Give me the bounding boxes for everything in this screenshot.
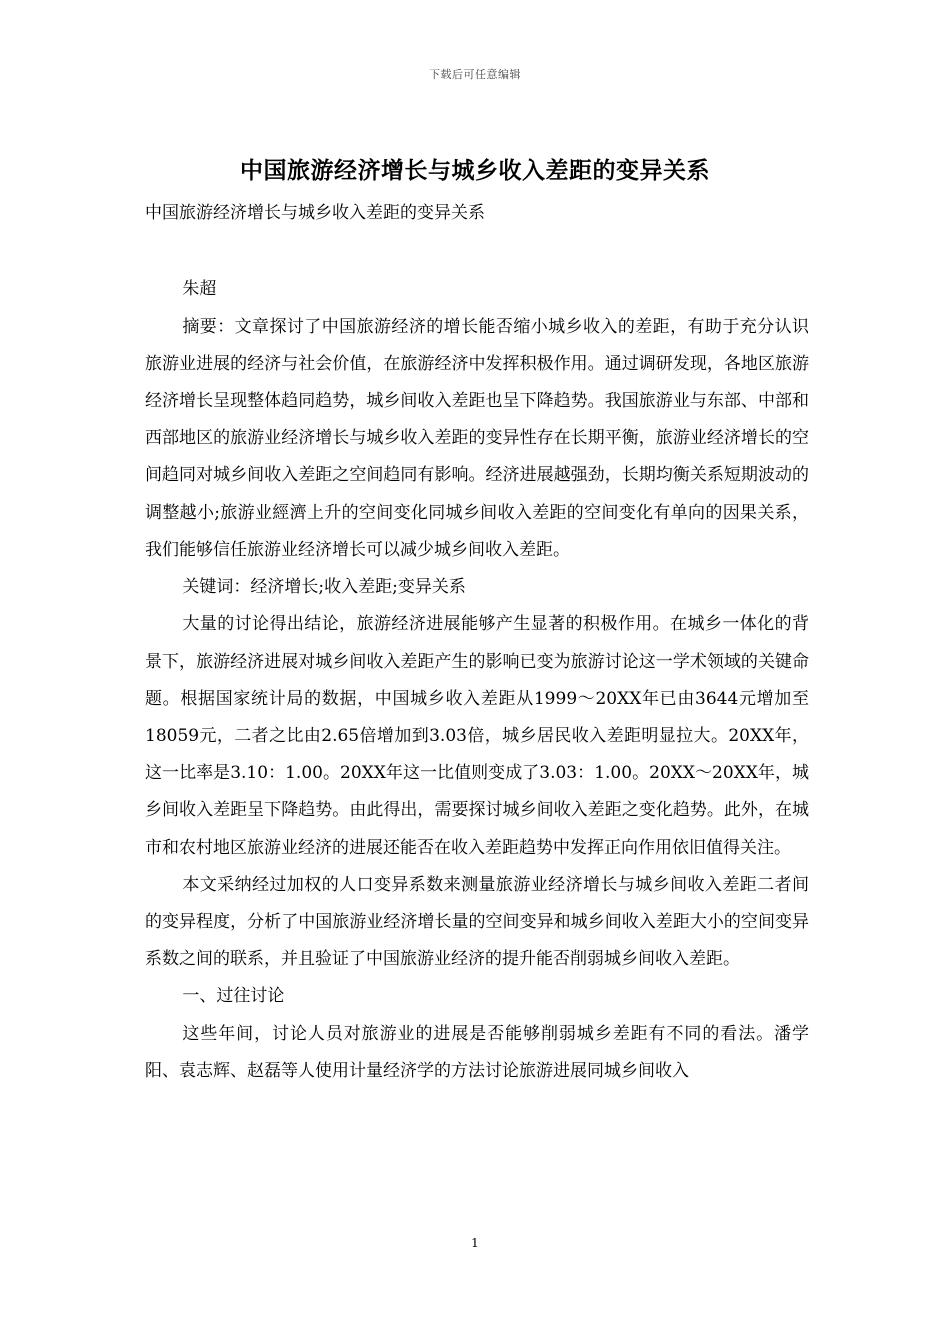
document-title: 中国旅游经济增长与城乡收入差距的变异关系 [240, 157, 710, 184]
body-paragraph-1: 大量的讨论得出结论，旅游经济进展能够产生显著的积极作用。在城乡一体化的背景下，旅游经济进展对城乡间收入差距产生的影响已变为旅游讨论这一学术领域的关键命题。根据国家统计局的数据，中国城乡收入差距从1999～20XX年已由3644元增加至18059元，二者之比由2.65倍增加到3.03倍，城乡居民收入差距明显拉大。20XX年，这一比率是3.10：1.00。20XX年这一比值则变成了3.03：1.00。20XX～20XX年，城乡间收入差距呈下降趋势。由此得出，需要探讨城乡间收入差距之变化趋势。此外，在城市和农村地区旅游业经济的进展还能否在收入差距趋势中发挥正向作用依旧值得关注。 [145, 614, 809, 858]
author-name: 朱超 [182, 279, 217, 299]
abstract-paragraph: 摘要：文章探讨了中国旅游经济的增长能否缩小城乡收入的差距，有助于充分认识旅游业进展的经济与社会价值，在旅游经济中发挥积极作用。通过调研发现，各地区旅游经济增长呈现整体趋同趋势，城乡间收入差距也呈下降趋势。我国旅游业与东部、中部和西部地区的旅游业经济增长与城乡收入差距的变异性存在长期平衡，旅游业经济增长的空间趋同对城乡间收入差距之空间趋同有影响。经济进展越强劲，长期均衡关系短期波动的调整越小;旅游业經濟上升的空间变化同城乡间收入差距的空间变化有单向的因果关系，我们能够信任旅游业经济增长可以减少城乡间收入差距。 [145, 316, 809, 560]
document-subtitle: 中国旅游经济增长与城乡收入差距的变异关系 [145, 203, 485, 223]
page-number: 1 [471, 1236, 479, 1250]
header-note: 下载后可任意编辑 [429, 68, 521, 81]
section-heading: 一、过往讨论 [182, 986, 285, 1007]
body-paragraph-2: 本文采纳经过加权的人口变异系数来测量旅游业经济增长与城乡间收入差距二者间的变异程度，分析了中国旅游业经济增长量的空间变异和城乡间收入差距大小的空间变异系数之间的联系，并且验证了中国旅游业经济的提升能否削弱城乡间收入差距。 [145, 874, 809, 970]
keywords-line: 关键词：经济增长;收入差距;变异关系 [182, 576, 466, 597]
document-body [145, 197, 809, 1090]
body-paragraph-3: 这些年间，讨论人员对旅游业的进展是否能够削弱城乡差距有不同的看法。潘学阳、袁志辉、赵磊等人使用计量经济学的方法讨论旅游进展同城乡间收入 [145, 1023, 809, 1082]
